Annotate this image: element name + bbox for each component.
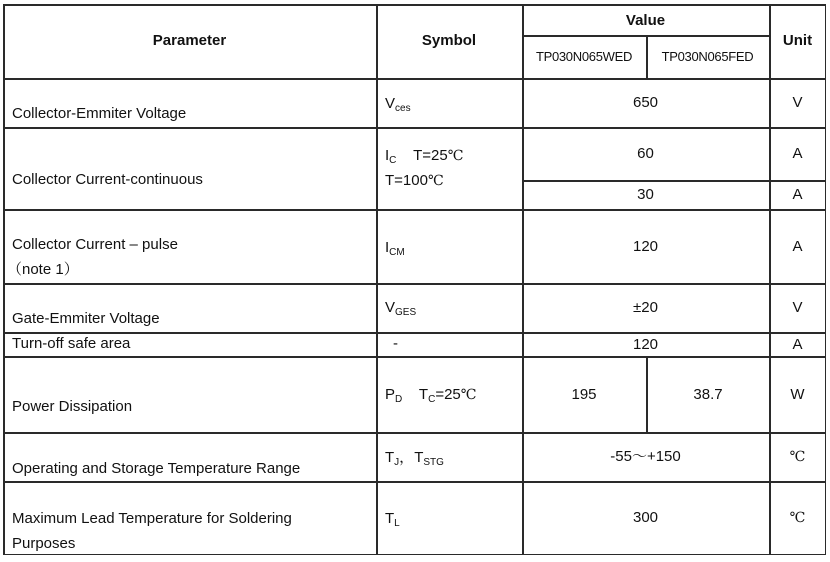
value-pd-fed: 38.7 [693, 385, 723, 403]
symbol-vces: $V_{ces}$ [385, 95, 411, 114]
param-collector-emitter-voltage: Collector-Emmiter Voltage [12, 105, 187, 122]
param-turn-off-safe-area: Turn-off safe area [12, 335, 131, 352]
unit-vces: V [792, 94, 803, 111]
value-vges: ±20 [633, 299, 658, 316]
value-icm: 120 [632, 237, 659, 255]
param-collector-current-continuous: Collector Current-continuous [12, 171, 203, 188]
value-ic-100: 30 [637, 186, 654, 203]
unit-icm: A [792, 237, 803, 255]
header-symbol: Symbol [421, 32, 477, 49]
symbol-icm: $I_{CM}$ [385, 239, 405, 258]
absolute-maximum-ratings-table [3, 4, 826, 555]
unit-tl: ℃ [789, 509, 806, 526]
symbol-rbsoa: - [393, 335, 398, 352]
symbol-pd: $P_D$ $T_C=25℃$ [385, 386, 477, 405]
header-unit: Unit [782, 32, 813, 49]
symbol-tj-tstg: $T_J$，$T_{STG}$ [385, 449, 444, 468]
table-border-bottom [3, 554, 826, 556]
param-max-lead-temperature-line2: Purposes [12, 535, 76, 552]
unit-ic-25: A [792, 145, 803, 162]
unit-rbsoa: A [792, 335, 803, 353]
value-pd-wed: 195 [571, 385, 597, 403]
unit-ic-100: A [792, 186, 803, 203]
param-note-1: （note 1） [7, 261, 79, 278]
value-ic-25: 60 [637, 145, 654, 162]
symbol-vges: $V_{GES}$ [385, 299, 417, 318]
header-model-wed: TP030N065WED [535, 49, 633, 64]
unit-tj-tstg: ℃ [789, 449, 806, 465]
header-parameter: Parameter [152, 32, 227, 49]
value-rbsoa: 120 [632, 335, 659, 353]
symbol-ic: $I_C$ T=25℃ [385, 147, 464, 166]
param-power-dissipation: Power Dissipation [12, 398, 133, 415]
param-max-lead-temperature: Maximum Lead Temperature for Soldering [12, 510, 292, 527]
param-collector-current-pulse: Collector Current – pulse [12, 236, 178, 253]
value-tl: 300 [632, 508, 659, 526]
header-value: Value [625, 11, 666, 29]
value-vces: 650 [632, 94, 659, 111]
param-operating-storage-temperature: Operating and Storage Temperature Range [12, 460, 301, 477]
symbol-tl: $T_L$ [385, 510, 400, 529]
col-divider-symbol [376, 4, 378, 555]
value-tj-tstg: -55～+150 [610, 448, 681, 465]
symbol-ic-cond-100: T=100℃ [385, 172, 444, 189]
unit-vges: V [792, 299, 803, 316]
header-model-fed: TP030N065FED [661, 49, 754, 64]
param-gate-emitter-voltage: Gate-Emmiter Voltage [12, 310, 160, 327]
unit-pd: W [790, 385, 805, 403]
